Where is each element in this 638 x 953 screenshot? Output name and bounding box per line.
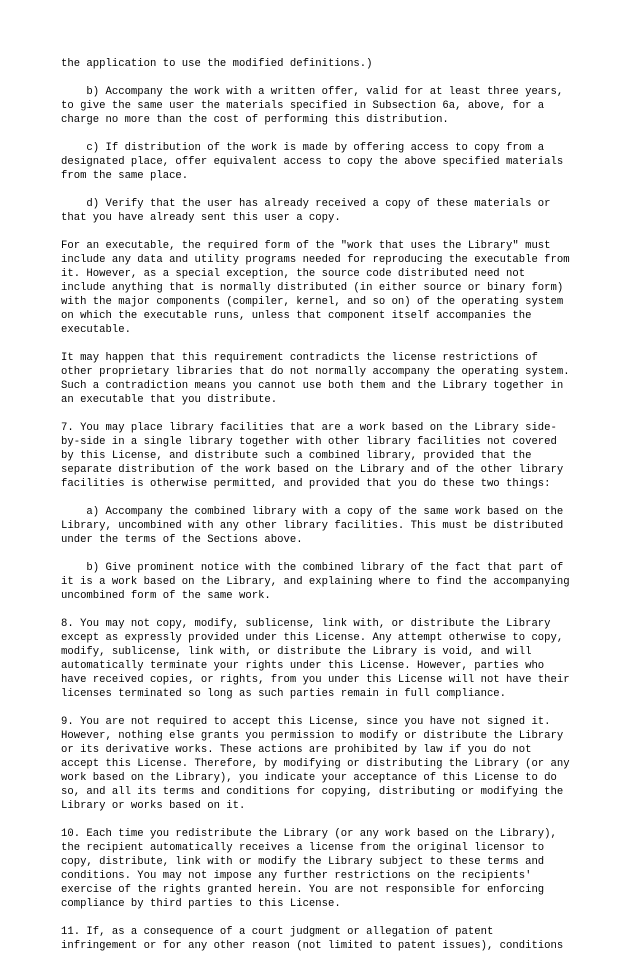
paragraph-section-9: 9. You are not required to accept this License, since you have not signed it. However, nothing else grants you permission to modify or distribute the Library or its derivative works. These actions are prohibited by law if you do not accept this License. Therefore, by modifying or distributing the Library (or any work based on the Library), you indicate your acceptance of this License to do so, and all its terms and conditions for copying, distributing or modifying the Library or works based on it.	[61, 716, 570, 812]
paragraph-7b-prominent-notice: b) Give prominent notice with the combined library of the fact that part of it is a work based on the Library, and explaining where to find the accompanying uncombined form of the same work.	[61, 562, 570, 602]
paragraph-section-8: 8. You may not copy, modify, sublicense, link with, or distribute the Library except as expressly provided under this License. Any attempt otherwise to copy, modify, sublicense, link with, or distribute the Library is void, and will automatically terminate your rights under this License. However, parties who have received copies, or rights, from you under this License will not have their licenses terminated so long as such parties remain in full compliance.	[61, 618, 570, 700]
paragraph-section-10: 10. Each time you redistribute the Library (or any work based on the Library), the recipient automatically receives a license from the original licensor to copy, distribute, link with or modify the Library subject to these terms and conditions. You may not impose any further restrictions on the recipients' exercise of the rights granted herein. You are not responsible for enforcing compliance by third parties to this License.	[61, 828, 557, 910]
paragraph-7a-combined-library: a) Accompany the combined library with a copy of the same work based on the Library, uncombined with any other library facilities. This must be distributed under the terms of the Sections above.	[61, 506, 564, 546]
paragraph-proprietary-contradiction: It may happen that this requirement contradicts the license restrictions of other proprietary libraries that do not normally accompany the operating system. Such a contradiction means you cannot use both them and the Library together in an executable that you distribute.	[61, 352, 570, 406]
paragraph-modified-definitions: the application to use the modified definitions.)	[61, 58, 373, 70]
paragraph-executable-form: For an executable, the required form of the "work that uses the Library" must include any data and utility programs needed for reproducing the executable from it. However, as a special exception, the source code distributed need not include anything that is normally distributed (in either source or binary form) with the major components (compiler, kernel, and so on) of the operating system on which the executable runs, unless that component itself accompanies the executable.	[61, 240, 570, 336]
paragraph-section-11: 11. If, as a consequence of a court judgment or allegation of patent infringement or for any other reason (not limited to patent issues), conditions	[61, 926, 564, 952]
paragraph-6d-verify-copy: d) Verify that the user has already received a copy of these materials or that you have already sent this user a copy.	[61, 198, 551, 224]
paragraph-6c-designated-place: c) If distribution of the work is made by offering access to copy from a designated place, offer equivalent access to copy the above specified materials from the same place.	[61, 142, 564, 182]
paragraph-section-7: 7. You may place library facilities that are a work based on the Library side- by-side in a single library together with other library facilities not covered by this License, and distribute such a combined library, provided that the separate distribution of the work based on the Library and of the other library facilities is otherwise permitted, and provided that you do these two things:	[61, 422, 564, 490]
paragraph-6b-written-offer: b) Accompany the work with a written offer, valid for at least three years, to give the same user the materials specified in Subsection 6a, above, for a charge no more than the cost of performing this distribution.	[61, 86, 564, 126]
